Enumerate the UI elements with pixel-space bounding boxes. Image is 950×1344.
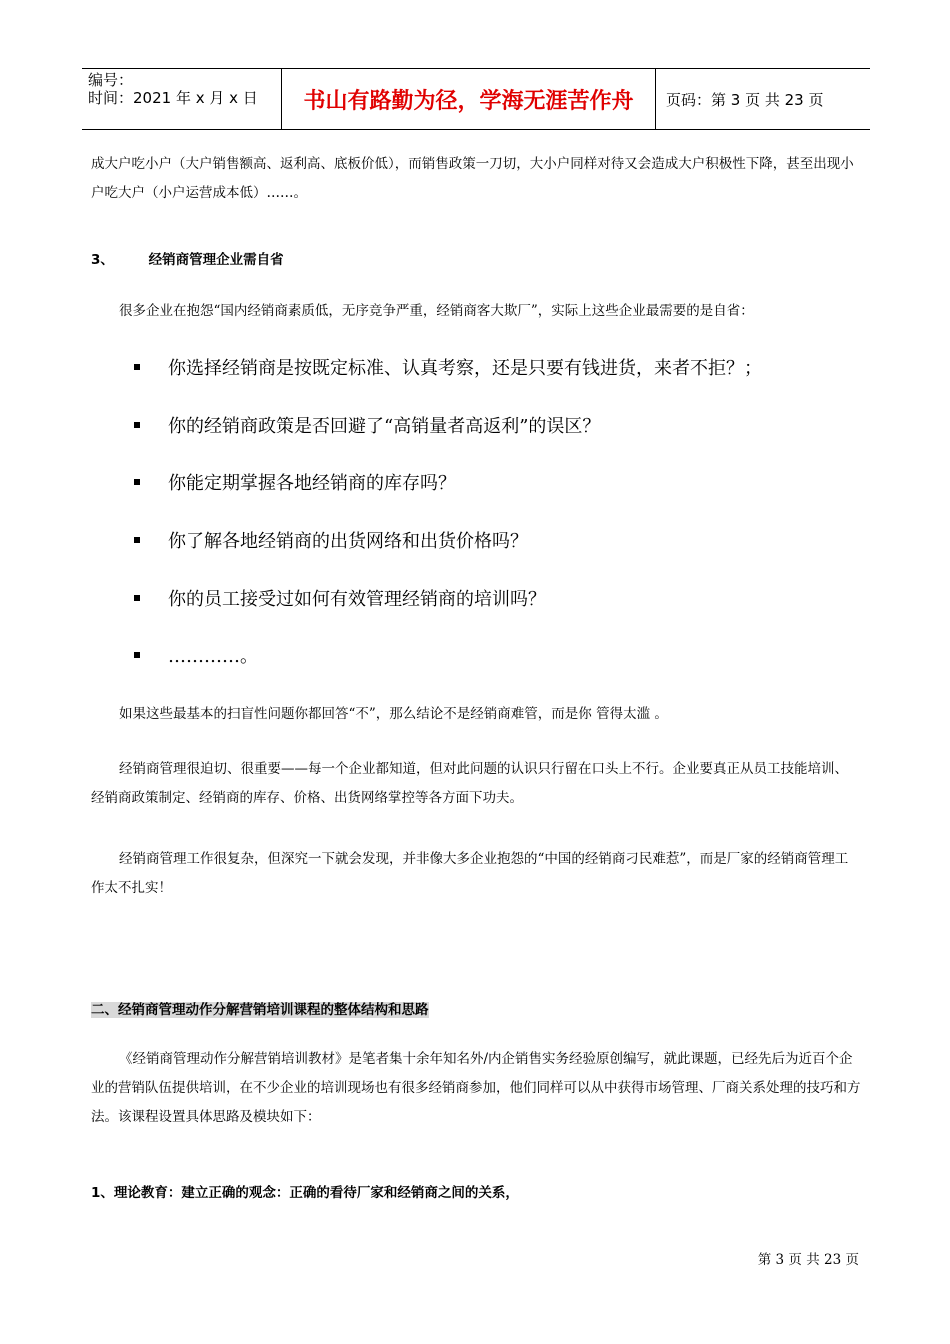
section-2-title: 二、经销商管理动作分解营销培训课程的整体结构和思路: [91, 1002, 429, 1018]
bullet-square-icon: [134, 422, 140, 428]
bullet-text: 你了解各地经销商的出货网络和出货价格吗？: [168, 531, 528, 552]
subsection-1-heading: 1、理论教育：建立正确的观念：正确的看待厂家和经销商之间的关系，: [91, 1185, 519, 1201]
document-date: 时间：2021 年 x 月 x 日: [88, 89, 258, 107]
bullet-text: …………。: [168, 646, 258, 667]
bullet-item: [134, 642, 258, 668]
section-2-heading: [91, 998, 429, 1018]
bullet-item: [134, 527, 528, 553]
paragraph-continuation: 成大户吃小户（大户销售额高、返利高、底板价低），而销售政策一刀切，大小户同样对待又会造成大户积极性下降，甚至出现小户吃大户（小户运营成本低）……。: [91, 156, 854, 201]
bullet-text: 你能定期掌握各地经销商的库存吗？: [168, 473, 456, 494]
document-number-label: 编号：: [88, 71, 134, 89]
paragraph-complexity: 经销商管理工作很复杂，但深究一下就会发现，并非像大多企业抱怨的“中国的经销商刁民难惹”，而是厂家的经销商管理工作太不扎实！: [91, 851, 849, 896]
bullet-text: 你的经销商政策是否回避了“高销量者高返利”的误区？: [168, 416, 601, 437]
bullet-text: 你的员工接受过如何有效管理经销商的培训吗？: [168, 589, 546, 610]
paragraph-complaint: 很多企业在抱怨“国内经销商素质低，无序竞争严重，经销商客大欺厂”，实际上这些企业最需要的是自省：: [119, 303, 754, 319]
section-3-title: 经销商管理企业需自省: [148, 252, 284, 268]
bullet-item: [134, 585, 546, 611]
section-3-heading: [91, 248, 284, 268]
bullet-square-icon: [134, 479, 140, 485]
paragraph-urgency: 经销商管理很迫切、很重要——每一个企业都知道，但对此问题的认识只行留在口头上不行。企业要真正从员工技能培训、经销商政策制定、经销商的库存、价格、出货网络掌控等各方面下功夫。: [91, 761, 848, 806]
bullet-text: 你选择经销商是按既定标准、认真考察，还是只要有钱进货，来者不拒？；: [168, 358, 762, 379]
section-3-number: 3、: [91, 252, 114, 268]
header-motto: 书山有路勤为径，学海无涯苦作舟: [282, 69, 656, 129]
paragraph-course-intro: 《经销商管理动作分解营销培训教材》是笔者集十余年知名外/内企销售实务经验原创编写，就此课题，已经先后为近百个企业的营销队伍提供培训，在不少企业的培训现场也有很多经销商参加，他们同样可以从中获得市场管理、厂商关系处理的技巧和方法。该课程设置具体思路及模块如下：: [91, 1051, 861, 1125]
bullet-item: [134, 412, 600, 438]
bullet-square-icon: [134, 537, 140, 543]
bullet-square-icon: [134, 364, 140, 370]
header-left-cell: [82, 69, 282, 129]
page-header: [82, 68, 870, 130]
paragraph-conclusion: 如果这些最基本的扫盲性问题你都回答“不”，那么结论不是经销商难管，而是你 管得太滥 。: [119, 706, 668, 722]
page-footer: 第 3 页 共 23 页: [757, 1252, 859, 1268]
bullet-square-icon: [134, 652, 140, 658]
bullet-item: [134, 354, 762, 380]
bullet-square-icon: [134, 595, 140, 601]
bullet-item: [134, 469, 456, 495]
header-page-info: 页码：第 3 页 共 23 页: [666, 90, 824, 109]
